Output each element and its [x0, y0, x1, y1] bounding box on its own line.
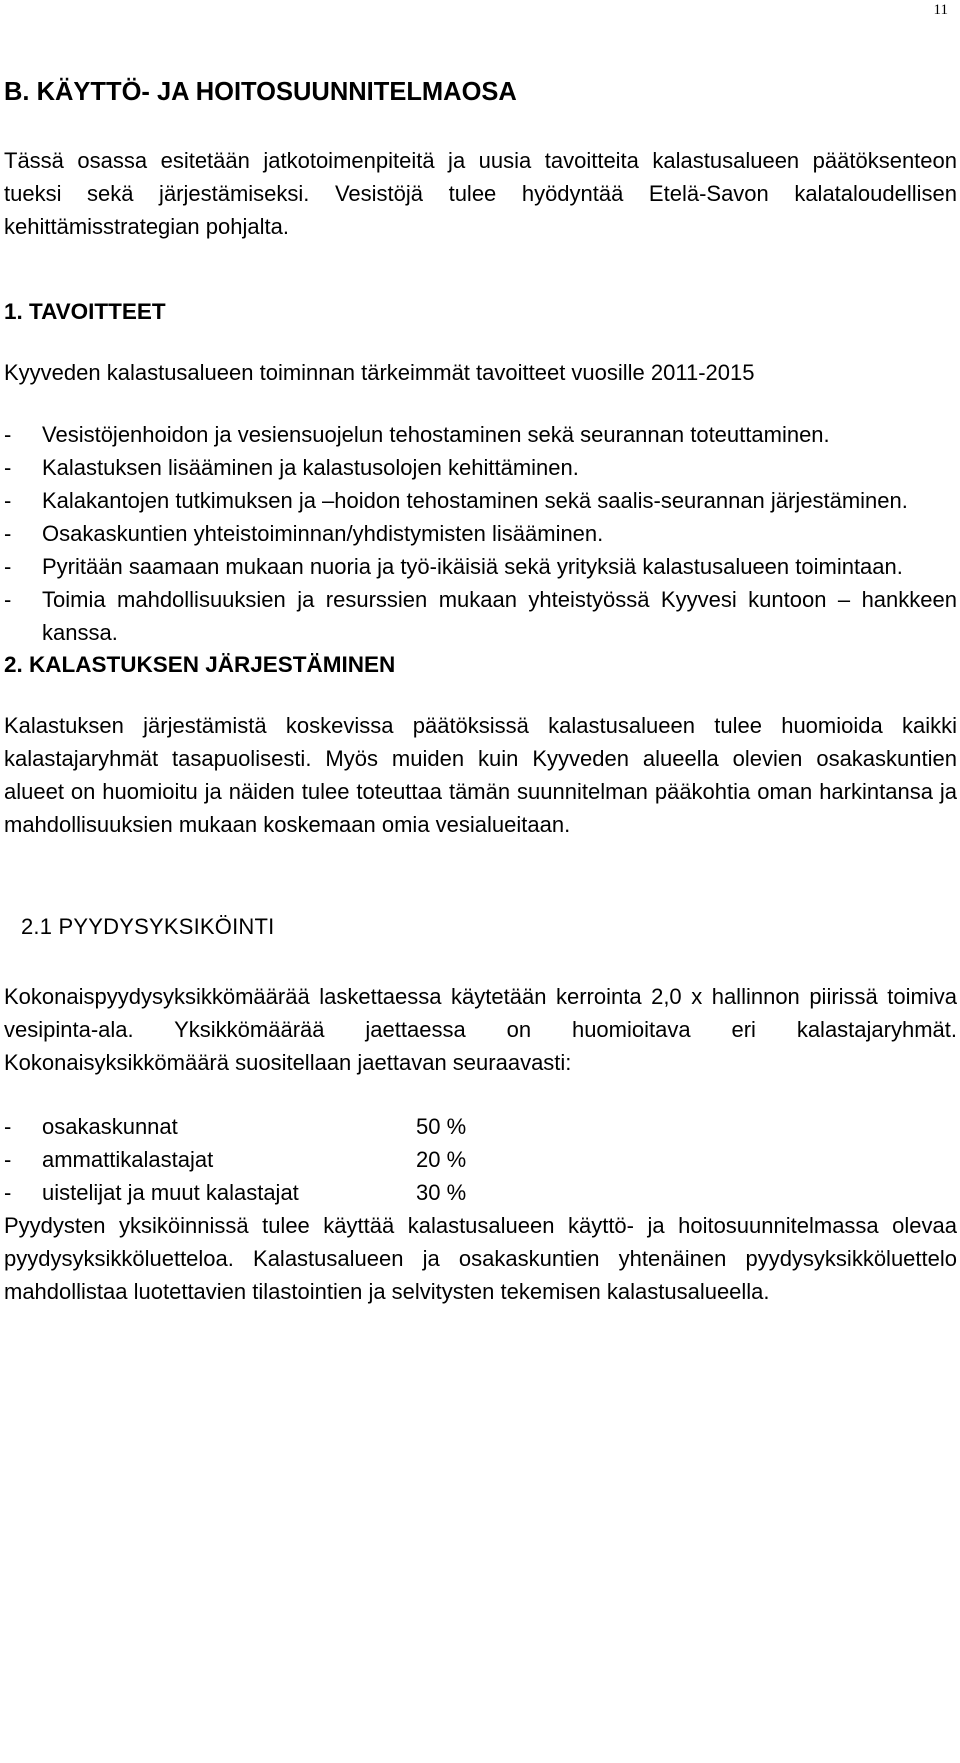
- allocation-list: [4, 1110, 957, 1209]
- list-dash: -: [4, 1180, 12, 1205]
- list-dash: -: [4, 422, 12, 447]
- allocation-label: ammattikalastajat: [42, 1147, 214, 1172]
- list-item: [4, 484, 957, 517]
- list-dash: -: [4, 521, 12, 546]
- list-dash: -: [4, 1114, 12, 1139]
- goals-intro: Kyyveden kalastusalueen toiminnan tärkeimmät tavoitteet vuosille 2011-2015: [4, 360, 755, 385]
- goal-text: Pyritään saamaan mukaan nuoria ja työ-ikäisiä sekä yrityksiä kalastusalueen toimintaan.: [42, 554, 903, 579]
- list-item: [4, 451, 957, 484]
- section-2-heading: 2. KALASTUKSEN JÄRJESTÄMINEN: [4, 652, 396, 677]
- document-body: [4, 76, 957, 1308]
- section-2-1-closing: Pyydysten yksiköinnissä tulee käyttää kalastusalueen käyttö- ja hoitosuunnitelmassa olevaa pyydysyksikköluetteloa. Kalastusalueen ja osakaskuntien yhtenäinen pyydysyksikköluettelo mahdollistaa luotettavien tilastointien ja selvitysten tekemisen kalastusalueella.: [4, 1213, 957, 1304]
- list-item: [4, 583, 957, 649]
- list-item: [4, 517, 957, 550]
- list-item: [4, 1110, 957, 1143]
- allocation-label: uistelijat ja muut kalastajat: [42, 1180, 299, 1205]
- section-2-paragraph: Kalastuksen järjestämistä koskevissa päätöksissä kalastusalueen tulee huomioida kaikki kalastajaryhmät tasapuolisesti. Myös muiden kuin Kyyveden alueella olevien osakaskuntien alueet on huomioitu ja näiden tulee toteuttaa tämän suunnitelman pääkohtia oman harkintansa ja mahdollisuuksien mukaan koskemaan omia vesialueitaan.: [4, 713, 957, 837]
- section-2-1-heading: 2.1 PYYDYSYKSIKÖINTI: [21, 914, 275, 939]
- section-b-intro: Tässä osassa esitetään jatkotoimenpiteitä ja uusia tavoitteita kalastusalueen päätöksenteon tueksi sekä järjestämiseksi. Vesistöjä tulee hyödyntää Etelä-Savon kalataloudellisen kehittämisstrategian pohjalta.: [4, 148, 957, 239]
- list-item: [4, 1176, 957, 1209]
- list-dash: -: [4, 1147, 12, 1172]
- goals-list: [4, 418, 957, 649]
- goal-text: Kalastuksen lisääminen ja kalastusolojen kehittäminen.: [42, 455, 579, 480]
- list-dash: -: [4, 587, 12, 612]
- goal-text: Vesistöjenhoidon ja vesiensuojelun tehostaminen sekä seurannan toteuttaminen.: [42, 422, 830, 447]
- allocation-value: 30 %: [416, 1180, 467, 1205]
- goal-text: Kalakantojen tutkimuksen ja –hoidon tehostaminen sekä saalis-seurannan järjestäminen.: [42, 488, 908, 513]
- section-2-1-paragraph: Kokonaispyydysyksikkömäärää laskettaessa käytetään kerrointa 2,0 x hallinnon piirissä toimiva vesipinta-ala. Yksikkömäärää jaettaessa on huomioitava eri kalastajaryhmät. Kokonaisyksikkömäärä suositellaan jaettavan seuraavasti:: [4, 984, 957, 1075]
- allocation-label: osakaskunnat: [42, 1114, 178, 1139]
- list-item: [4, 550, 957, 583]
- section-b-title: B. KÄYTTÖ- JA HOITOSUUNNITELMAOSA: [4, 78, 517, 106]
- list-dash: -: [4, 488, 12, 513]
- goal-text: Toimia mahdollisuuksien ja resurssien mukaan yhteistyössä Kyyvesi kuntoon – hankkeen kanssa.: [42, 587, 957, 645]
- list-dash: -: [4, 455, 12, 480]
- goal-text: Osakaskuntien yhteistoiminnan/yhdistymisten lisääminen.: [42, 521, 604, 546]
- list-dash: -: [4, 554, 12, 579]
- allocation-value: 50 %: [416, 1114, 467, 1139]
- list-item: [4, 1143, 957, 1176]
- section-1-heading: 1. TAVOITTEET: [4, 299, 166, 324]
- list-item: [4, 418, 957, 451]
- allocation-value: 20 %: [416, 1147, 467, 1172]
- page-number: 11: [933, 2, 948, 18]
